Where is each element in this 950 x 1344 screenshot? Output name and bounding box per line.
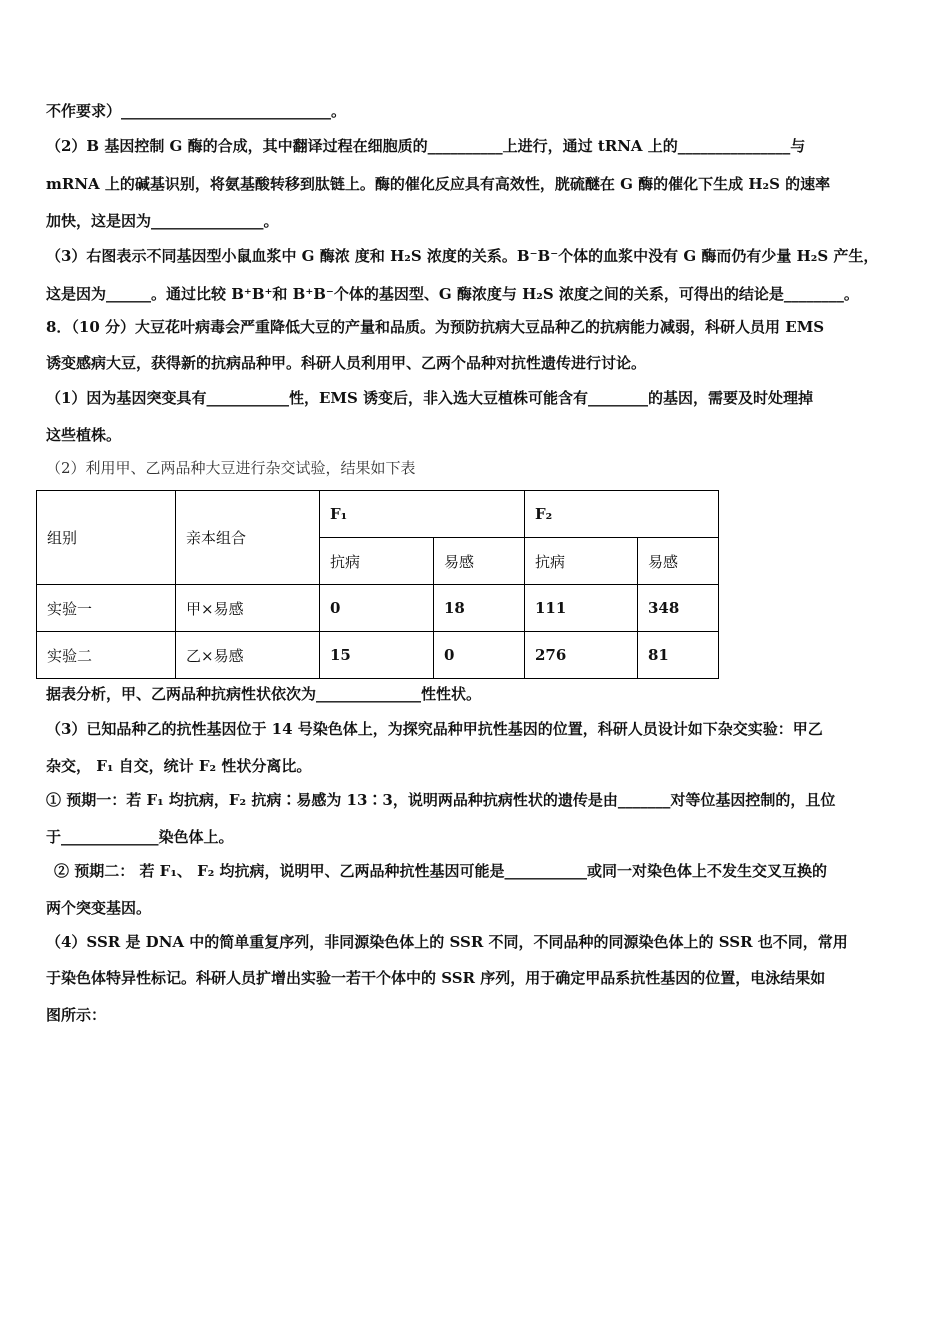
results-table bbox=[36, 490, 719, 679]
header-f1-resistant: 抗病 bbox=[320, 538, 434, 585]
header-group: 组别 bbox=[37, 491, 176, 585]
cell-group: 实验一 bbox=[37, 585, 176, 632]
header-parent: 亲本组合 bbox=[176, 491, 320, 585]
question-8-4: （4）SSR 是 DNA 中的简单重复序列，非同源染色体上的 SSR 不同，不同品种的同源染色体上的 SSR 也不同，常用 bbox=[46, 933, 848, 951]
header-f1-susceptible: 易感 bbox=[434, 538, 525, 585]
table-row bbox=[37, 585, 719, 632]
cell-f1-susceptible: 18 bbox=[434, 585, 525, 632]
text-line: 不作要求）____________________________。 bbox=[46, 102, 347, 120]
text-line: 诱变感病大豆，获得新的抗病品种甲。科研人员利用甲、乙两个品种对抗性遗传进行讨论。 bbox=[46, 354, 647, 372]
header-f2-susceptible: 易感 bbox=[638, 538, 719, 585]
text-line: 加快，这是因为_______________。 bbox=[46, 212, 279, 230]
text-line: 于_____________染色体上。 bbox=[46, 828, 234, 846]
header-f2: F₂ bbox=[525, 491, 719, 538]
cell-parent: 甲×易感 bbox=[176, 585, 320, 632]
cell-parent: 乙×易感 bbox=[176, 632, 320, 679]
text-line: 这些植株。 bbox=[46, 426, 122, 444]
cell-f2-susceptible: 81 bbox=[638, 632, 719, 679]
question-2-2: （2）B 基因控制 G 酶的合成，其中翻译过程在细胞质的__________上进行，通过 tRNA 上的_______________与 bbox=[46, 137, 806, 155]
text-line: 这是因为______。通过比较 B⁺B⁺和 B⁺B⁻个体的基因型、G 酶浓度与 H₂S 浓度之间的关系，可得出的结论是________。 bbox=[46, 285, 859, 303]
text-line: mRNA 上的碱基识别，将氨基酸转移到肽链上。酶的催化反应具有高效性，胱硫醚在 G 酶的催化下生成 H₂S 的速率 bbox=[46, 175, 831, 193]
text-line: 据表分析，甲、乙两品种抗病性状依次为______________性性状。 bbox=[46, 685, 482, 703]
cell-f2-resistant: 111 bbox=[525, 585, 638, 632]
prediction-2: ② 预期二： 若 F₁、 F₂ 均抗病，说明甲、乙两品种抗性基因可能是___________或同一对染色体上不发生交叉互换的 bbox=[54, 862, 828, 880]
cell-f2-susceptible: 348 bbox=[638, 585, 719, 632]
question-8: 8．（10 分）大豆花叶病毒会严重降低大豆的产量和品质。为预防抗病大豆品种乙的抗病能力减弱，科研人员用 EMS bbox=[46, 318, 825, 336]
header-f1: F₁ bbox=[320, 491, 525, 538]
cell-f1-resistant: 0 bbox=[320, 585, 434, 632]
prediction-1: ① 预期一：若 F₁ 均抗病，F₂ 抗病∶易感为 13∶3，说明两品种抗病性状的遗传是由_______对等位基因控制的，且位 bbox=[46, 791, 836, 809]
question-8-2: （2）利用甲、乙两品种大豆进行杂交试验，结果如下表 bbox=[46, 459, 416, 477]
text-line: 两个突变基因。 bbox=[46, 899, 152, 917]
question-8-3: （3）已知品种乙的抗性基因位于 14 号染色体上，为探究品种甲抗性基因的位置，科研人员设计如下杂交实验：甲乙 bbox=[46, 720, 823, 738]
cell-f1-susceptible: 0 bbox=[434, 632, 525, 679]
cell-group: 实验二 bbox=[37, 632, 176, 679]
text-line: 杂交， F₁ 自交，统计 F₂ 性状分离比。 bbox=[46, 757, 312, 775]
text-line: 图所示： bbox=[46, 1006, 107, 1024]
text-line: 于染色体特异性标记。科研人员扩增出实验一若干个体中的 SSR 序列，用于确定甲品系抗性基因的位置，电泳结果如 bbox=[46, 969, 826, 987]
cell-f2-resistant: 276 bbox=[525, 632, 638, 679]
question-8-1: （1）因为基因突变具有___________性，EMS 诱变后，非入选大豆植株可能含有________的基因，需要及时处理掉 bbox=[46, 389, 814, 407]
header-f2-resistant: 抗病 bbox=[525, 538, 638, 585]
table-row bbox=[37, 632, 719, 679]
cell-f1-resistant: 15 bbox=[320, 632, 434, 679]
question-2-3: （3）右图表示不同基因型小鼠血浆中 G 酶浓 度和 H₂S 浓度的关系。B⁻B⁻个体的血浆中没有 G 酶而仍有少量 H₂S 产生， bbox=[46, 247, 879, 265]
